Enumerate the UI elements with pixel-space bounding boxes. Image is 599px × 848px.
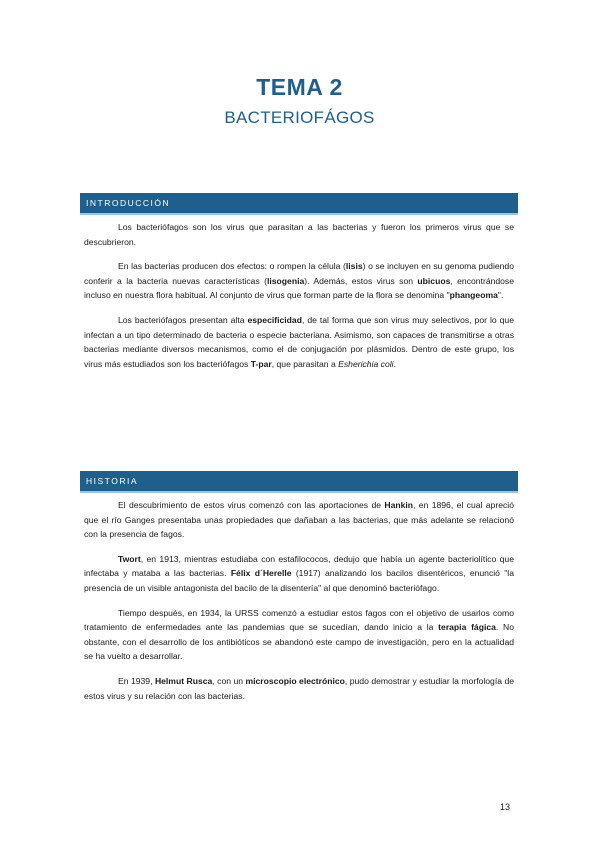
bold-term: ubicuos — [417, 275, 451, 286]
bold-term: lisis — [345, 261, 363, 272]
text-run: , con un — [212, 675, 246, 686]
text-run: , en 1913, mientras estudiaba con estafilococos, dedujo que había un agente bacteriolítico que infectaba y mataba a las bacterias. — [84, 553, 514, 579]
text-run: (1917) analizando los bacilos disentéricos, enunció "la presencia de un visible antagonista del bacilo de la disentería" al que denominó bacteriófago. — [84, 568, 514, 593]
paragraph — [84, 606, 514, 664]
text-run: Los bacteriófagos presentan alta — [118, 314, 248, 325]
bold-term: T-par — [250, 358, 272, 369]
section-heading-introduccion: INTRODUCCIÓN — [80, 193, 518, 213]
paragraph — [84, 674, 514, 703]
paragraph — [84, 259, 514, 303]
bold-term: Twort — [118, 553, 141, 564]
page-title: TEMA 2 — [256, 74, 343, 100]
paragraph — [84, 313, 514, 371]
text-run: ) o se incluyen en su genoma pudiendo conferir a la bacteria nuevas características ( — [84, 261, 514, 286]
bold-term: Félix d´Herelle — [230, 568, 292, 579]
bold-term: lisogenia — [267, 275, 305, 286]
bold-term: Hankin — [384, 500, 414, 510]
bold-term: phangeoma — [449, 290, 498, 301]
text-run: Tiempo después, en 1934, la URSS comenzó a estudiar estos fagos con el objetivo de usarlos como tratamiento de enfermedades ante las pandemias que se sucedían, dando inicio a la — [84, 607, 514, 633]
text-run: El descubrimiento de estos virus comenzó con las aportaciones de — [118, 500, 385, 510]
paragraph — [84, 220, 514, 249]
text-run: , de tal forma que son virus muy selectivos, por lo que infectan a un tipo determinado de bacteria o especie bacteriana. Asimismo, son capaces de transmitirse a otras bacterias mediante diversos mecanismos, como el de conjugación por plásmidos. Dentro de este grupo, los virus más estudiados son los bacteriófagos — [84, 314, 514, 369]
text-run: , pudo demostrar y estudiar la morfología de estos virus y su relación con las bacterias. — [84, 675, 515, 701]
bold-term: terapia fágica — [438, 622, 496, 633]
paragraph — [84, 498, 514, 542]
text-run: Los bacteriófagos son los virus que parasitan a las bacterias y fueron los primeros virus que se descubrieron. — [84, 222, 514, 247]
text-run: ". — [497, 290, 504, 301]
text-run: , que parasitan a — [271, 358, 339, 369]
paragraph — [84, 552, 514, 596]
page-subtitle: BACTERIOFÁGOS — [224, 108, 375, 127]
text-run: . — [393, 358, 396, 369]
bold-term: Helmut Rusca — [154, 675, 213, 686]
section-heading-historia: HISTORIA — [80, 471, 518, 491]
text-run: En 1939, — [118, 675, 155, 686]
text-run: ). Además, estos virus son — [304, 275, 418, 286]
bold-term: especificidad — [247, 314, 302, 325]
page-number: 13 — [500, 802, 511, 812]
italic-term: Esherichia coli — [338, 358, 394, 369]
bold-term: microscopio electrónico — [245, 675, 345, 686]
section-body-introduccion — [84, 220, 514, 381]
text-run: , encontrándose incluso en nuestra flora habitual. Al conjunto de virus que forman parte de la flora se denomina " — [84, 275, 515, 301]
section-body-historia — [84, 498, 514, 713]
text-run: En las bacterias producen dos efectos: o rompen la célula ( — [118, 261, 346, 272]
text-run: , en 1896, el cual apreció que el río Ganges presentaba unas propiedades que dañaban a las bacterias, que más adelante se relacionó con la presencia de fagos. — [84, 500, 514, 540]
text-run: . No obstante, con el desarrollo de los antibióticos se abandonó este campo de investigación, pero en la actualidad se ha vuelto a desarrollar. — [84, 622, 514, 662]
